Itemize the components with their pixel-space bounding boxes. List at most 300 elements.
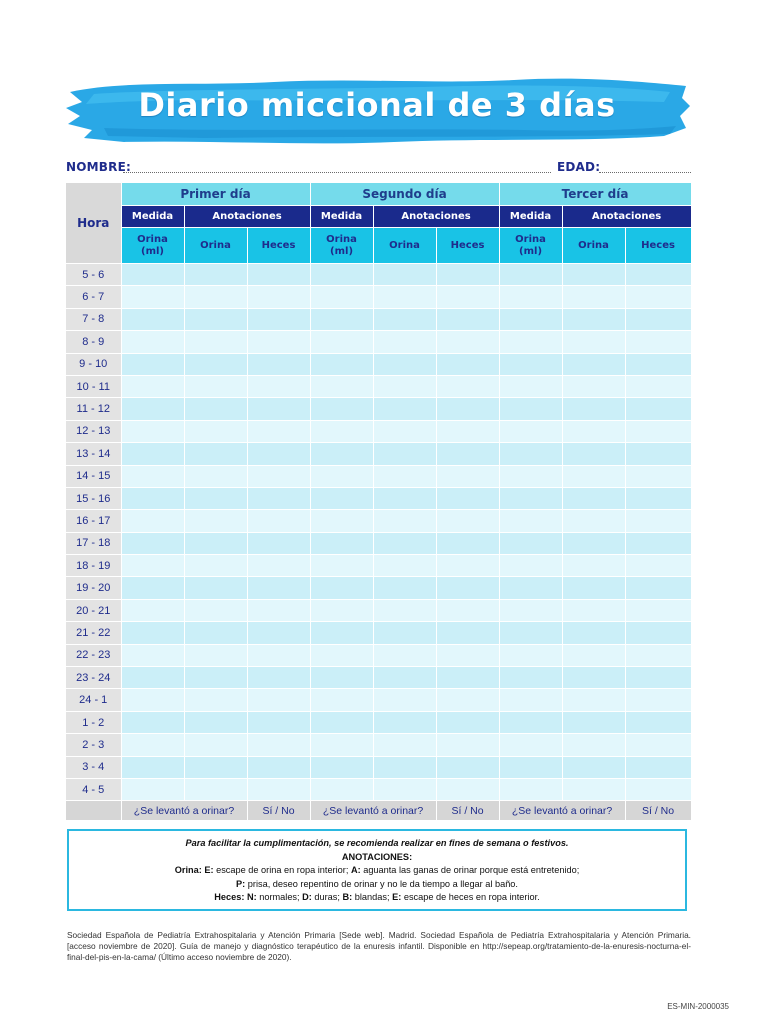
urine-header: Orina bbox=[373, 228, 436, 264]
urine-ml-cell[interactable] bbox=[499, 487, 562, 509]
stool-note-cell[interactable] bbox=[625, 353, 691, 375]
stool-note-cell[interactable] bbox=[625, 487, 691, 509]
urine-ml-cell[interactable] bbox=[499, 689, 562, 711]
urine-ml-cell[interactable] bbox=[121, 644, 184, 666]
urine-note-cell[interactable] bbox=[184, 778, 247, 800]
stool-note-cell[interactable] bbox=[436, 555, 499, 577]
stool-note-cell[interactable] bbox=[247, 286, 310, 308]
stool-note-cell[interactable] bbox=[436, 375, 499, 397]
stool-note-cell[interactable] bbox=[247, 734, 310, 756]
urine-note-cell[interactable] bbox=[373, 286, 436, 308]
stool-note-cell[interactable] bbox=[625, 443, 691, 465]
urine-ml-header bbox=[121, 228, 184, 264]
notes-header: Anotaciones bbox=[184, 206, 310, 228]
hour-row bbox=[66, 689, 691, 711]
urine-note-cell[interactable] bbox=[562, 689, 625, 711]
urine-ml-cell[interactable] bbox=[121, 622, 184, 644]
urine-note-cell[interactable] bbox=[184, 398, 247, 420]
urine-ml-cell[interactable] bbox=[310, 599, 373, 621]
stool-note-cell[interactable] bbox=[625, 465, 691, 487]
urine-ml-cell[interactable] bbox=[121, 689, 184, 711]
stool-note-cell[interactable] bbox=[247, 644, 310, 666]
urine-ml-cell[interactable] bbox=[499, 264, 562, 286]
urine-ml-unit: (ml) bbox=[519, 245, 543, 257]
urine-note-cell[interactable] bbox=[184, 420, 247, 442]
stool-note-cell[interactable] bbox=[625, 420, 691, 442]
urine-ml-cell[interactable] bbox=[310, 331, 373, 353]
stool-header: Heces bbox=[625, 228, 691, 264]
urine-note-cell[interactable] bbox=[373, 599, 436, 621]
urine-note-cell[interactable] bbox=[373, 443, 436, 465]
urine-note-cell[interactable] bbox=[562, 308, 625, 330]
stool-note-cell[interactable] bbox=[625, 264, 691, 286]
night-wake-question: ¿Se levantó a orinar? bbox=[310, 801, 436, 821]
urine-ml-cell[interactable] bbox=[499, 555, 562, 577]
hour-row bbox=[66, 420, 691, 442]
stool-note-cell[interactable] bbox=[625, 510, 691, 532]
urine-ml-cell[interactable] bbox=[121, 443, 184, 465]
stool-note-cell[interactable] bbox=[436, 398, 499, 420]
hour-label: 18 - 19 bbox=[66, 555, 121, 577]
hour-label: 3 - 4 bbox=[66, 756, 121, 778]
stool-note-cell[interactable] bbox=[247, 264, 310, 286]
urine-note-cell[interactable] bbox=[184, 711, 247, 733]
urine-ml-cell[interactable] bbox=[310, 756, 373, 778]
stool-legend-label: Heces: bbox=[214, 892, 245, 902]
urine-note-cell[interactable] bbox=[562, 465, 625, 487]
stool-note-cell[interactable] bbox=[247, 756, 310, 778]
urine-ml-cell[interactable] bbox=[499, 510, 562, 532]
urine-ml-cell[interactable] bbox=[499, 577, 562, 599]
urine-ml-cell[interactable] bbox=[121, 599, 184, 621]
stool-note-cell[interactable] bbox=[436, 622, 499, 644]
urine-ml-cell[interactable] bbox=[121, 308, 184, 330]
stool-note-cell[interactable] bbox=[436, 689, 499, 711]
urine-note-cell[interactable] bbox=[184, 577, 247, 599]
urine-note-cell[interactable] bbox=[373, 711, 436, 733]
stool-note-cell[interactable] bbox=[436, 264, 499, 286]
urine-ml-label: Orina bbox=[326, 233, 357, 245]
urine-note-cell[interactable] bbox=[373, 555, 436, 577]
hour-row bbox=[66, 465, 691, 487]
urine-ml-cell[interactable] bbox=[310, 667, 373, 689]
patient-info-row bbox=[66, 160, 691, 176]
urine-legend-label: Orina: bbox=[174, 865, 202, 875]
urine-ml-cell[interactable] bbox=[121, 555, 184, 577]
hour-row bbox=[66, 577, 691, 599]
stool-note-cell[interactable] bbox=[436, 734, 499, 756]
urine-ml-cell[interactable] bbox=[499, 443, 562, 465]
urine-note-cell[interactable] bbox=[373, 510, 436, 532]
diary-body bbox=[66, 264, 691, 801]
urine-note-cell[interactable] bbox=[373, 644, 436, 666]
urine-ml-cell[interactable] bbox=[310, 577, 373, 599]
stool-note-cell[interactable] bbox=[436, 756, 499, 778]
page-title: Diario miccional de 3 días bbox=[138, 86, 616, 124]
stool-note-cell[interactable] bbox=[247, 555, 310, 577]
stool-note-cell[interactable] bbox=[436, 420, 499, 442]
urine-note-cell[interactable] bbox=[373, 331, 436, 353]
urine-ml-cell[interactable] bbox=[499, 667, 562, 689]
stool-note-cell[interactable] bbox=[625, 331, 691, 353]
urine-ml-cell[interactable] bbox=[499, 375, 562, 397]
yes-no-answer[interactable]: Sí / No bbox=[247, 801, 310, 821]
urine-ml-cell[interactable] bbox=[499, 756, 562, 778]
urine-note-cell[interactable] bbox=[562, 711, 625, 733]
hour-label: 4 - 5 bbox=[66, 778, 121, 800]
urine-ml-cell[interactable] bbox=[499, 331, 562, 353]
urine-ml-cell[interactable] bbox=[310, 420, 373, 442]
urine-ml-cell[interactable] bbox=[121, 667, 184, 689]
urine-ml-cell[interactable] bbox=[121, 331, 184, 353]
urine-note-cell[interactable] bbox=[373, 734, 436, 756]
night-wake-question: ¿Se levantó a orinar? bbox=[499, 801, 625, 821]
stool-text-d: duras; bbox=[314, 892, 340, 902]
urine-note-cell[interactable] bbox=[373, 420, 436, 442]
stool-note-cell[interactable] bbox=[436, 599, 499, 621]
stool-note-cell[interactable] bbox=[436, 644, 499, 666]
hour-label: 9 - 10 bbox=[66, 353, 121, 375]
age-field[interactable] bbox=[599, 172, 691, 173]
stool-key-b: B: bbox=[342, 892, 353, 902]
hour-label: 21 - 22 bbox=[66, 622, 121, 644]
urine-note-cell[interactable] bbox=[373, 264, 436, 286]
urine-ml-cell[interactable] bbox=[121, 577, 184, 599]
yes-no-answer[interactable]: Sí / No bbox=[625, 801, 691, 821]
stool-note-cell[interactable] bbox=[436, 667, 499, 689]
urine-ml-cell[interactable] bbox=[310, 487, 373, 509]
night-wake-question: ¿Se levantó a orinar? bbox=[121, 801, 247, 821]
stool-note-cell[interactable] bbox=[625, 532, 691, 554]
urine-note-cell[interactable] bbox=[562, 577, 625, 599]
stool-note-cell[interactable] bbox=[247, 353, 310, 375]
stool-note-cell[interactable] bbox=[247, 711, 310, 733]
urine-note-cell[interactable] bbox=[562, 443, 625, 465]
stool-note-cell[interactable] bbox=[436, 711, 499, 733]
urine-note-cell[interactable] bbox=[373, 778, 436, 800]
urine-ml-cell[interactable] bbox=[499, 778, 562, 800]
urine-ml-cell[interactable] bbox=[121, 264, 184, 286]
title-banner bbox=[64, 72, 690, 148]
urine-ml-cell[interactable] bbox=[499, 353, 562, 375]
urine-ml-cell[interactable] bbox=[310, 555, 373, 577]
urine-ml-cell[interactable] bbox=[499, 532, 562, 554]
urine-note-cell[interactable] bbox=[184, 487, 247, 509]
urine-ml-cell[interactable] bbox=[499, 286, 562, 308]
stool-note-cell[interactable] bbox=[247, 398, 310, 420]
stool-note-cell[interactable] bbox=[247, 331, 310, 353]
stool-note-cell[interactable] bbox=[247, 443, 310, 465]
day-3-header: Tercer día bbox=[499, 183, 691, 206]
urine-note-cell[interactable] bbox=[184, 443, 247, 465]
urine-note-cell[interactable] bbox=[562, 420, 625, 442]
stool-note-cell[interactable] bbox=[436, 443, 499, 465]
urine-note-cell[interactable] bbox=[184, 644, 247, 666]
stool-note-cell[interactable] bbox=[436, 532, 499, 554]
urine-note-cell[interactable] bbox=[373, 353, 436, 375]
stool-note-cell[interactable] bbox=[436, 286, 499, 308]
stool-note-cell[interactable] bbox=[247, 308, 310, 330]
urine-ml-header bbox=[499, 228, 562, 264]
hour-label: 2 - 3 bbox=[66, 734, 121, 756]
urine-note-cell[interactable] bbox=[373, 398, 436, 420]
hour-row bbox=[66, 778, 691, 800]
urine-note-cell[interactable] bbox=[562, 353, 625, 375]
measure-header: Medida bbox=[121, 206, 184, 228]
urine-legend bbox=[69, 864, 685, 878]
stool-text-b: blandas; bbox=[354, 892, 390, 902]
urine-ml-cell[interactable] bbox=[310, 286, 373, 308]
urine-note-cell[interactable] bbox=[562, 331, 625, 353]
urine-key-e: E: bbox=[204, 865, 214, 875]
stool-note-cell[interactable] bbox=[247, 622, 310, 644]
urine-ml-unit: (ml) bbox=[330, 245, 354, 257]
notes-header: Anotaciones bbox=[373, 206, 499, 228]
urine-ml-cell[interactable] bbox=[121, 398, 184, 420]
hour-row bbox=[66, 510, 691, 532]
urine-note-cell[interactable] bbox=[562, 532, 625, 554]
stool-note-cell[interactable] bbox=[247, 510, 310, 532]
stool-note-cell[interactable] bbox=[436, 331, 499, 353]
urine-note-cell[interactable] bbox=[184, 689, 247, 711]
stool-note-cell[interactable] bbox=[436, 510, 499, 532]
urine-note-cell[interactable] bbox=[184, 331, 247, 353]
urine-ml-cell[interactable] bbox=[310, 510, 373, 532]
urine-ml-cell[interactable] bbox=[310, 532, 373, 554]
urine-note-cell[interactable] bbox=[184, 264, 247, 286]
urine-note-cell[interactable] bbox=[373, 577, 436, 599]
stool-text-e: escape de heces en ropa interior. bbox=[403, 892, 540, 902]
urine-note-cell[interactable] bbox=[562, 264, 625, 286]
stool-note-cell[interactable] bbox=[625, 555, 691, 577]
urine-ml-cell[interactable] bbox=[499, 734, 562, 756]
urine-legend-2 bbox=[69, 878, 685, 892]
hour-label: 7 - 8 bbox=[66, 308, 121, 330]
urine-ml-cell[interactable] bbox=[310, 443, 373, 465]
stool-note-cell[interactable] bbox=[247, 420, 310, 442]
urine-ml-cell[interactable] bbox=[310, 734, 373, 756]
urine-ml-cell[interactable] bbox=[499, 711, 562, 733]
stool-note-cell[interactable] bbox=[625, 398, 691, 420]
urine-ml-cell[interactable] bbox=[121, 487, 184, 509]
urine-ml-cell[interactable] bbox=[499, 465, 562, 487]
urine-note-cell[interactable] bbox=[562, 286, 625, 308]
urine-ml-cell[interactable] bbox=[121, 532, 184, 554]
stool-note-cell[interactable] bbox=[625, 375, 691, 397]
measure-header: Medida bbox=[499, 206, 562, 228]
urine-ml-cell[interactable] bbox=[121, 778, 184, 800]
urine-ml-cell[interactable] bbox=[310, 375, 373, 397]
urine-note-cell[interactable] bbox=[562, 398, 625, 420]
stool-note-cell[interactable] bbox=[247, 577, 310, 599]
stool-note-cell[interactable] bbox=[436, 487, 499, 509]
hour-label: 6 - 7 bbox=[66, 286, 121, 308]
urine-ml-cell[interactable] bbox=[310, 353, 373, 375]
urine-note-cell[interactable] bbox=[184, 599, 247, 621]
stool-header: Heces bbox=[436, 228, 499, 264]
urine-note-cell[interactable] bbox=[184, 667, 247, 689]
urine-ml-cell[interactable] bbox=[121, 286, 184, 308]
hour-label: 20 - 21 bbox=[66, 599, 121, 621]
urine-ml-cell[interactable] bbox=[121, 465, 184, 487]
hour-label: 11 - 12 bbox=[66, 398, 121, 420]
urine-note-cell[interactable] bbox=[373, 465, 436, 487]
hour-label: 12 - 13 bbox=[66, 420, 121, 442]
urine-note-cell[interactable] bbox=[562, 375, 625, 397]
urine-note-cell[interactable] bbox=[373, 375, 436, 397]
stool-note-cell[interactable] bbox=[247, 532, 310, 554]
hour-row bbox=[66, 443, 691, 465]
urine-ml-cell[interactable] bbox=[121, 375, 184, 397]
urine-ml-cell[interactable] bbox=[499, 420, 562, 442]
stool-note-cell[interactable] bbox=[247, 487, 310, 509]
name-field[interactable] bbox=[123, 172, 551, 173]
urine-note-cell[interactable] bbox=[184, 353, 247, 375]
urine-note-cell[interactable] bbox=[562, 555, 625, 577]
hour-row bbox=[66, 667, 691, 689]
urine-key-a: A: bbox=[350, 865, 361, 875]
stool-note-cell[interactable] bbox=[247, 778, 310, 800]
stool-note-cell[interactable] bbox=[247, 667, 310, 689]
yes-no-answer[interactable]: Sí / No bbox=[436, 801, 499, 821]
urine-note-cell[interactable] bbox=[184, 756, 247, 778]
urine-ml-cell[interactable] bbox=[310, 264, 373, 286]
stool-note-cell[interactable] bbox=[247, 689, 310, 711]
urine-note-cell[interactable] bbox=[562, 599, 625, 621]
urine-note-cell[interactable] bbox=[373, 532, 436, 554]
urine-ml-cell[interactable] bbox=[499, 622, 562, 644]
stool-note-cell[interactable] bbox=[436, 308, 499, 330]
urine-note-cell[interactable] bbox=[562, 756, 625, 778]
urine-ml-cell[interactable] bbox=[499, 644, 562, 666]
urine-ml-header bbox=[310, 228, 373, 264]
urine-note-cell[interactable] bbox=[373, 308, 436, 330]
urine-ml-cell[interactable] bbox=[310, 308, 373, 330]
measure-header: Medida bbox=[310, 206, 373, 228]
urine-note-cell[interactable] bbox=[184, 286, 247, 308]
stool-note-cell[interactable] bbox=[625, 286, 691, 308]
stool-note-cell[interactable] bbox=[625, 756, 691, 778]
stool-note-cell[interactable] bbox=[436, 577, 499, 599]
urine-note-cell[interactable] bbox=[562, 644, 625, 666]
urine-ml-cell[interactable] bbox=[499, 308, 562, 330]
urine-note-cell[interactable] bbox=[373, 756, 436, 778]
urine-ml-cell[interactable] bbox=[310, 622, 373, 644]
hour-label: 10 - 11 bbox=[66, 375, 121, 397]
urine-note-cell[interactable] bbox=[184, 532, 247, 554]
hour-label: 23 - 24 bbox=[66, 667, 121, 689]
hour-label: 5 - 6 bbox=[66, 264, 121, 286]
stool-note-cell[interactable] bbox=[436, 353, 499, 375]
stool-note-cell[interactable] bbox=[625, 599, 691, 621]
stool-note-cell[interactable] bbox=[625, 622, 691, 644]
hour-label: 1 - 2 bbox=[66, 711, 121, 733]
stool-note-cell[interactable] bbox=[436, 465, 499, 487]
urine-ml-cell[interactable] bbox=[310, 465, 373, 487]
stool-note-cell[interactable] bbox=[247, 465, 310, 487]
urine-note-cell[interactable] bbox=[562, 667, 625, 689]
urine-ml-label: Orina bbox=[137, 233, 168, 245]
urine-ml-cell[interactable] bbox=[310, 689, 373, 711]
stool-note-cell[interactable] bbox=[625, 644, 691, 666]
day-1-header: Primer día bbox=[121, 183, 310, 206]
hour-label: 19 - 20 bbox=[66, 577, 121, 599]
document-code: ES-MIN-2000035 bbox=[667, 1002, 729, 1011]
hour-row bbox=[66, 331, 691, 353]
urine-note-cell[interactable] bbox=[184, 555, 247, 577]
urine-note-cell[interactable] bbox=[562, 487, 625, 509]
urine-note-cell[interactable] bbox=[184, 622, 247, 644]
voiding-diary-table bbox=[66, 183, 692, 821]
bibliographic-reference: Sociedad Española de Pediatría Extrahospitalaria y Atención Primaria [Sede web]. Madrid. Sociedad Española de Pediatría Extrahospitalaria y Atención Primaria. [acceso noviembre de 2020]. Guía de manejo y diagnóstico terapéutico de la enuresis infantil. Disponible en http://sepeap.org/tratamiento-de-la-enuresis-nocturna-el-final-del-pis-en-la-cama/ (Último acceso noviembre de 2020). bbox=[67, 930, 691, 962]
hour-row bbox=[66, 308, 691, 330]
urine-ml-cell[interactable] bbox=[310, 778, 373, 800]
urine-note-cell[interactable] bbox=[184, 308, 247, 330]
urine-note-cell[interactable] bbox=[373, 622, 436, 644]
stool-text-n: normales; bbox=[259, 892, 300, 902]
urine-note-cell[interactable] bbox=[562, 622, 625, 644]
urine-note-cell[interactable] bbox=[373, 487, 436, 509]
stool-note-cell[interactable] bbox=[625, 711, 691, 733]
urine-text-p: prisa, deseo repentino de orinar y no le da tiempo a llegar al baño. bbox=[247, 878, 518, 889]
urine-ml-label: Orina bbox=[515, 233, 546, 245]
stool-note-cell[interactable] bbox=[625, 689, 691, 711]
hour-row bbox=[66, 644, 691, 666]
stool-note-cell[interactable] bbox=[247, 599, 310, 621]
urine-note-cell[interactable] bbox=[562, 734, 625, 756]
hour-label: 16 - 17 bbox=[66, 510, 121, 532]
urine-note-cell[interactable] bbox=[562, 778, 625, 800]
annotations-heading: ANOTACIONES: bbox=[341, 851, 413, 862]
stool-note-cell[interactable] bbox=[625, 667, 691, 689]
urine-note-cell[interactable] bbox=[373, 689, 436, 711]
urine-note-cell[interactable] bbox=[184, 465, 247, 487]
stool-note-cell[interactable] bbox=[625, 734, 691, 756]
urine-note-cell[interactable] bbox=[184, 375, 247, 397]
stool-note-cell[interactable] bbox=[625, 308, 691, 330]
urine-ml-cell[interactable] bbox=[121, 734, 184, 756]
urine-ml-cell[interactable] bbox=[121, 711, 184, 733]
urine-ml-cell[interactable] bbox=[121, 420, 184, 442]
stool-note-cell[interactable] bbox=[247, 375, 310, 397]
urine-ml-cell[interactable] bbox=[310, 711, 373, 733]
urine-header: Orina bbox=[184, 228, 247, 264]
hour-row bbox=[66, 264, 691, 286]
hour-row bbox=[66, 599, 691, 621]
urine-ml-cell[interactable] bbox=[499, 599, 562, 621]
urine-note-cell[interactable] bbox=[184, 734, 247, 756]
urine-note-cell[interactable] bbox=[373, 667, 436, 689]
urine-ml-cell[interactable] bbox=[310, 644, 373, 666]
urine-ml-cell[interactable] bbox=[121, 353, 184, 375]
stool-key-e: E: bbox=[392, 892, 402, 902]
hour-row bbox=[66, 734, 691, 756]
hour-row bbox=[66, 353, 691, 375]
stool-note-cell[interactable] bbox=[625, 577, 691, 599]
urine-ml-cell[interactable] bbox=[121, 756, 184, 778]
urine-ml-cell[interactable] bbox=[121, 510, 184, 532]
urine-note-cell[interactable] bbox=[184, 510, 247, 532]
stool-note-cell[interactable] bbox=[625, 778, 691, 800]
urine-note-cell[interactable] bbox=[562, 510, 625, 532]
hour-column-header: Hora bbox=[66, 183, 121, 264]
day-2-header: Segundo día bbox=[310, 183, 499, 206]
urine-ml-cell[interactable] bbox=[499, 398, 562, 420]
urine-ml-cell[interactable] bbox=[310, 398, 373, 420]
hour-label: 13 - 14 bbox=[66, 443, 121, 465]
hour-row bbox=[66, 622, 691, 644]
stool-note-cell[interactable] bbox=[436, 778, 499, 800]
